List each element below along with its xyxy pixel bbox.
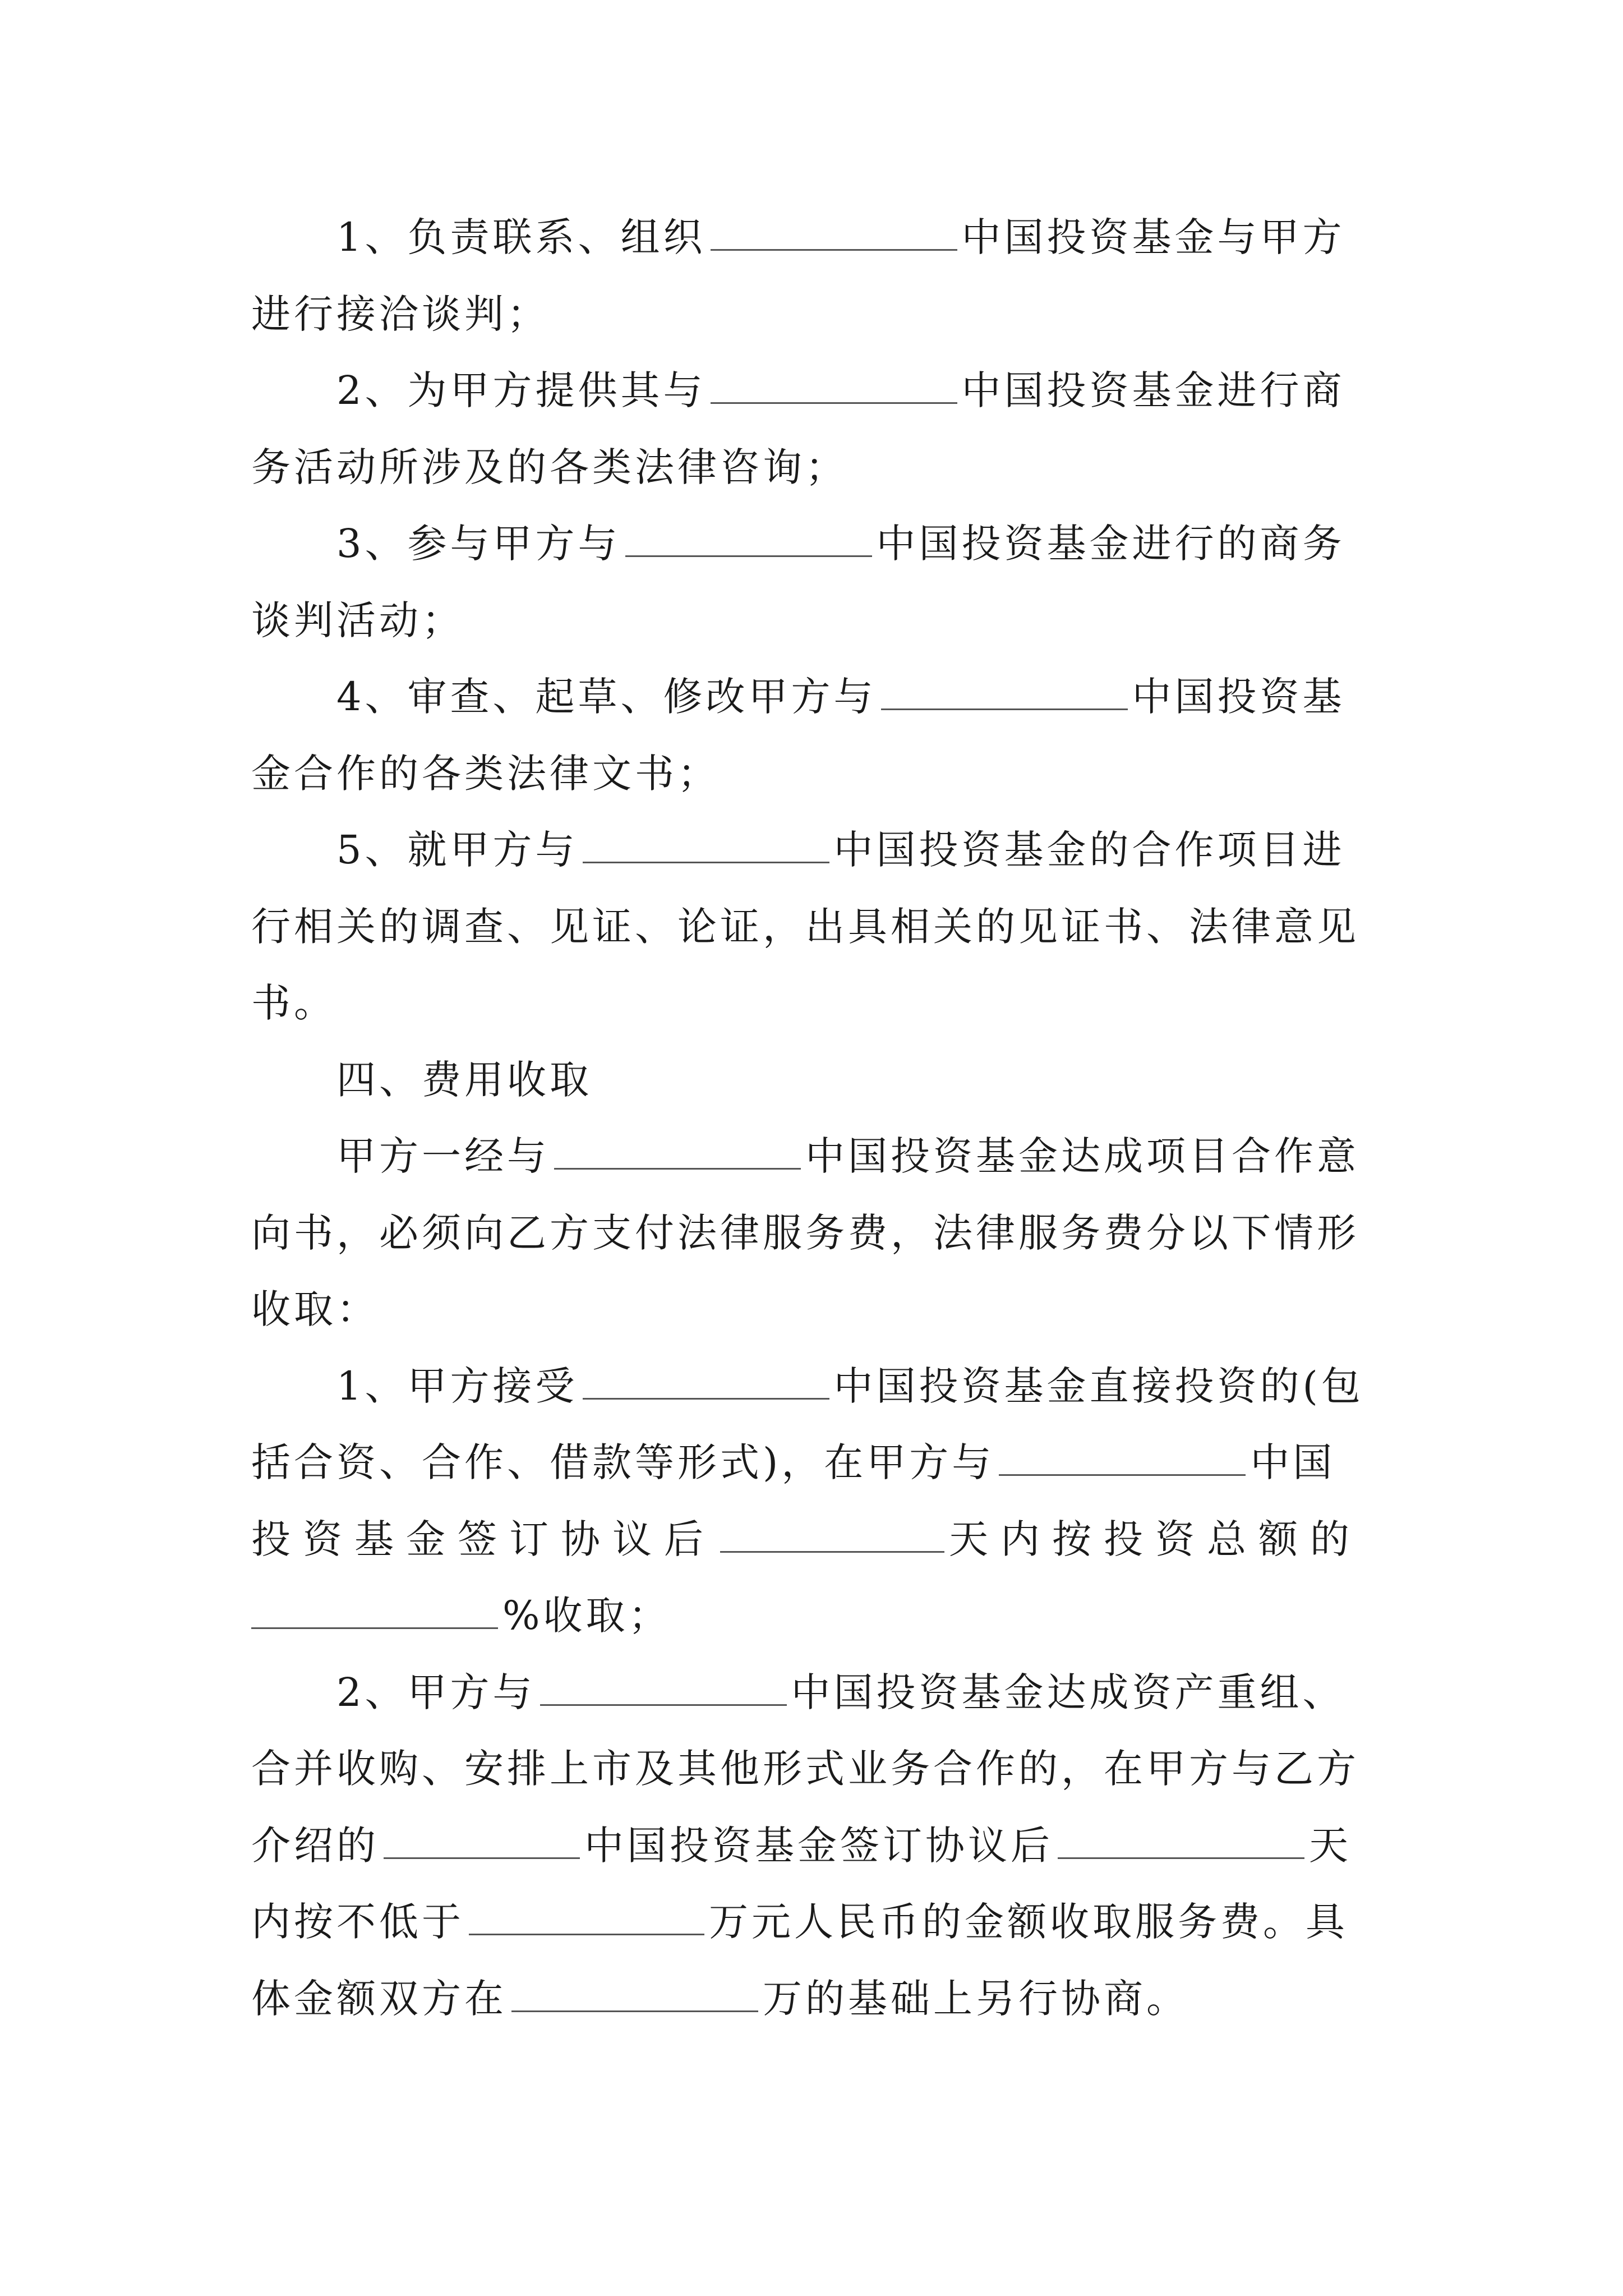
- clause-text: 务活动所涉及的各类法律咨询；: [251, 444, 848, 490]
- clause-text: 书。: [251, 980, 336, 1026]
- fee-2-line-5: [251, 1961, 1384, 2037]
- clause-text: 中国投资基金直接投资的(包: [833, 1363, 1364, 1409]
- clause-text: 中国投资基: [1132, 674, 1345, 720]
- clause-text: 1、甲方接受: [336, 1363, 578, 1409]
- clause-text: 括合资、合作、借款等形式)，在甲方与: [251, 1439, 995, 1485]
- clause-text: 中国投资基金达成资产重组、: [791, 1669, 1345, 1715]
- clause-text: 1、负责联系、组织: [336, 214, 706, 260]
- fill-in-blank[interactable]: [711, 214, 957, 251]
- clause-text: 介绍的: [251, 1822, 379, 1869]
- clause-text: 中国投资基金达成项目合作意: [805, 1133, 1359, 1179]
- fill-in-blank[interactable]: [881, 674, 1128, 710]
- clause-text: 行相关的调查、见证、论证，出具相关的见证书、法律意见: [251, 903, 1359, 950]
- clause-text: %收取；: [502, 1593, 671, 1639]
- section-title: 四、费用收取: [336, 1056, 592, 1103]
- fill-in-blank[interactable]: [1058, 1823, 1304, 1859]
- fill-in-blank[interactable]: [625, 521, 872, 557]
- clause-text: 中国投资基金的合作项目进: [833, 827, 1345, 873]
- fee-2-line-3: [251, 1807, 1384, 1884]
- fee-1-line-2: [251, 1424, 1384, 1501]
- fee-2-line-4: [251, 1884, 1384, 1961]
- fill-in-blank[interactable]: [583, 827, 829, 863]
- clause-text: 甲方一经与: [336, 1133, 550, 1179]
- fill-in-blank[interactable]: [583, 1363, 829, 1400]
- clause-text: 投资基金签订协议后: [251, 1516, 716, 1562]
- clause-2-line-1: [251, 352, 1384, 429]
- clause-5-line-1: [251, 812, 1384, 889]
- clause-text: 收取：: [251, 1286, 379, 1332]
- fill-in-blank[interactable]: [511, 1976, 758, 2012]
- fill-in-blank[interactable]: [999, 1439, 1246, 1476]
- fee-1-line-3: [251, 1501, 1384, 1578]
- clause-text: 进行接洽谈判；: [251, 291, 550, 337]
- clause-text: 3、参与甲方与: [336, 521, 621, 567]
- clause-2-line-2: [251, 429, 1384, 506]
- clause-text: 5、就甲方与: [336, 827, 578, 873]
- clause-text: 天: [1309, 1822, 1352, 1869]
- fill-in-blank[interactable]: [540, 1669, 787, 1706]
- clause-text: 合并收购、安排上市及其他形式业务合作的，在甲方与乙方: [251, 1746, 1359, 1792]
- clause-text: 中国投资基金进行商: [961, 367, 1345, 413]
- clause-text: 中国投资基金签订协议后: [584, 1822, 1053, 1869]
- clause-3-line-1: [251, 505, 1384, 582]
- clause-text: 向书，必须向乙方支付法律服务费，法律服务费分以下情形: [251, 1209, 1359, 1256]
- clause-5-line-2: [251, 889, 1384, 965]
- fill-in-blank[interactable]: [554, 1133, 801, 1170]
- document-body: [251, 199, 1384, 2037]
- clause-text: 中国投资基金进行的商务: [876, 521, 1345, 567]
- fill-in-blank[interactable]: [384, 1823, 580, 1859]
- clause-text: 内按不低于: [251, 1899, 464, 1945]
- fee-2-line-2: [251, 1731, 1384, 1807]
- fill-in-blank[interactable]: [469, 1899, 704, 1935]
- fee-1-line-1: [251, 1348, 1384, 1425]
- clause-text: 4、审查、起草、修改甲方与: [336, 674, 877, 720]
- clause-4-line-1: [251, 659, 1384, 735]
- section-heading: [251, 1042, 1384, 1119]
- clause-text: 万元人民币的金额收取服务费。具: [709, 1899, 1348, 1945]
- clause-text: 天内按投资总额的: [949, 1516, 1362, 1562]
- fee-1-line-4: [251, 1577, 1384, 1654]
- clause-1-line-2: [251, 276, 1384, 353]
- clause-text: 体金额双方在: [251, 1975, 507, 2022]
- fill-in-blank[interactable]: [720, 1516, 944, 1553]
- clause-text: 谈判活动；: [251, 597, 464, 643]
- fee-intro-line-1: [251, 1118, 1384, 1195]
- clause-5-line-3: [251, 965, 1384, 1042]
- fee-intro-line-2: [251, 1195, 1384, 1272]
- fill-in-blank[interactable]: [251, 1593, 498, 1629]
- clause-text: 2、为甲方提供其与: [336, 367, 706, 413]
- fee-2-line-1: [251, 1654, 1384, 1731]
- clause-text: 金合作的各类法律文书；: [251, 750, 720, 797]
- fee-intro-line-3: [251, 1271, 1384, 1348]
- fill-in-blank[interactable]: [711, 367, 957, 404]
- clause-1-line-1: [251, 199, 1384, 276]
- clause-4-line-2: [251, 735, 1384, 812]
- clause-text: 中国投资基金与甲方: [961, 214, 1345, 260]
- clause-text: 万的基础上另行协商。: [763, 1975, 1189, 2022]
- clause-text: 中国: [1250, 1439, 1336, 1485]
- clause-text: 2、甲方与: [336, 1669, 536, 1715]
- clause-3-line-2: [251, 582, 1384, 659]
